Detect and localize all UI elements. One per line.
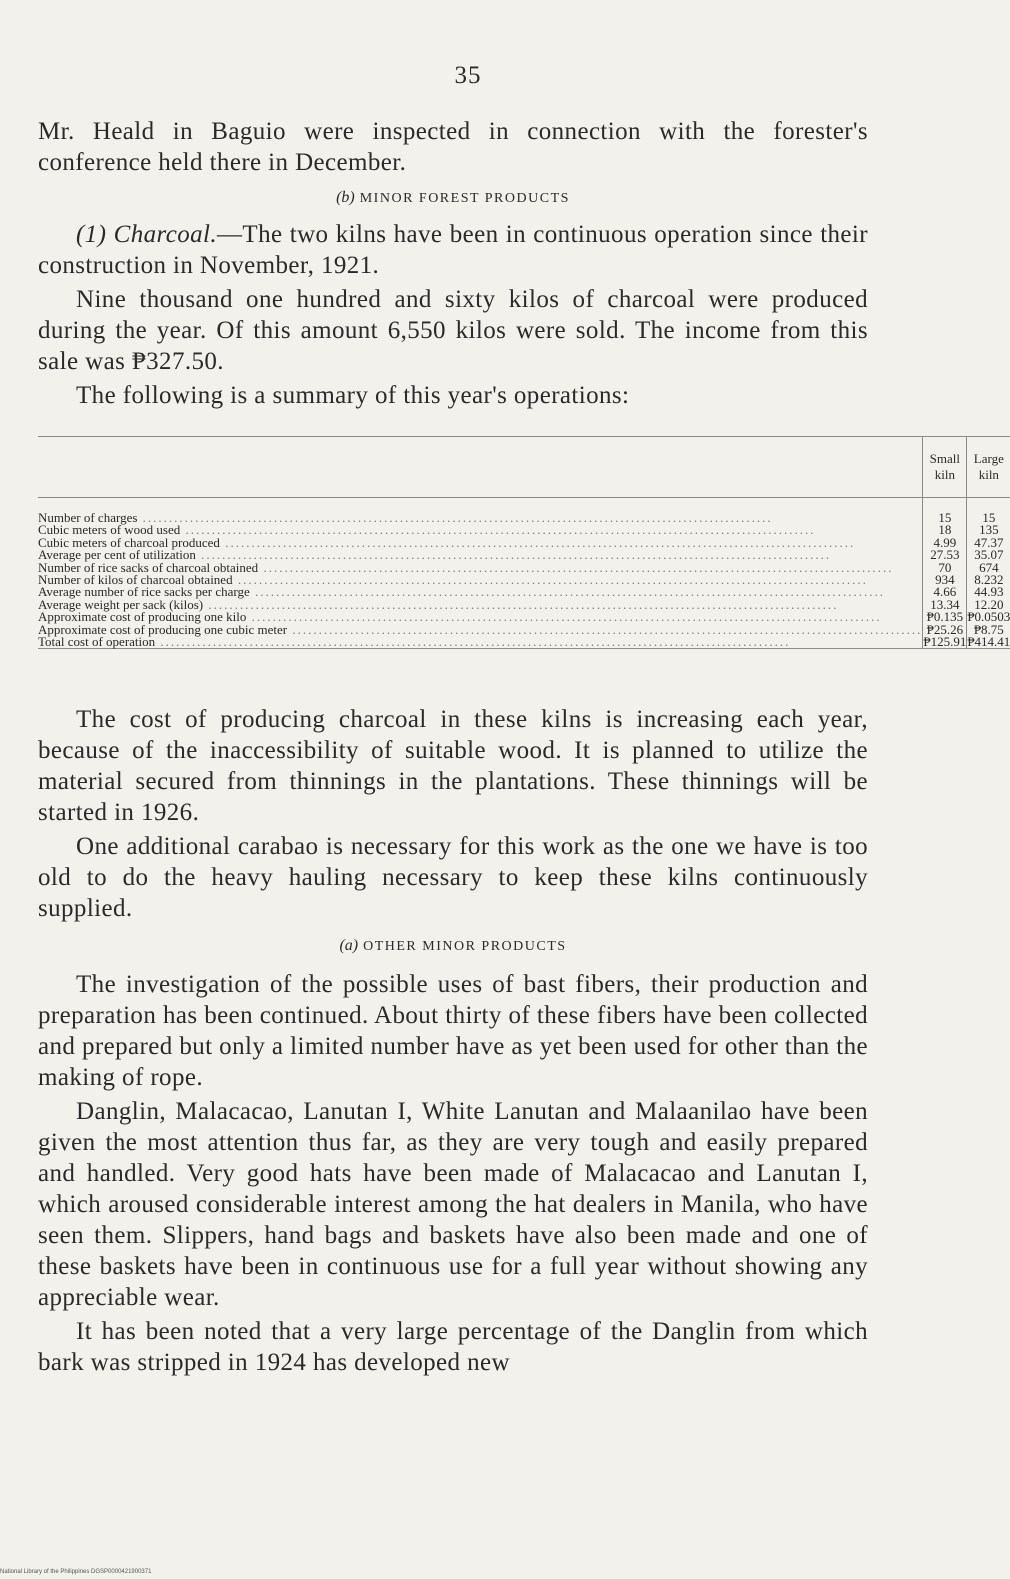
page-body-lower bbox=[38, 704, 868, 1378]
small-kiln-value: ₱25.26 bbox=[923, 624, 967, 636]
row-label bbox=[38, 636, 923, 649]
row-label-text: Number of rice sacks of charcoal obtained bbox=[38, 559, 259, 575]
summary-table-wrapper bbox=[38, 436, 1010, 649]
small-kiln-value: 4.99 bbox=[923, 537, 967, 549]
small-kiln-value: 4.66 bbox=[923, 586, 967, 598]
row-label-text: Average weight per sack (kilos) bbox=[38, 596, 204, 612]
large-kiln-value: ₱414.41 bbox=[967, 634, 1010, 650]
item-text: —The two kilns have been in continuous operation since their construction in November, 1921. bbox=[38, 221, 869, 279]
row-label-text: Number of charges bbox=[38, 510, 138, 525]
leader-dots: ........................................................................................................................ bbox=[137, 510, 773, 525]
small-kiln-value: 13.34 bbox=[923, 599, 967, 611]
large-kiln-value: 135 bbox=[967, 524, 1010, 536]
paragraph-noted: It has been noted that a very large percentage of the Danglin from which bark was stripped in 1924 has developed new bbox=[38, 1318, 868, 1376]
large-kiln-value: ₱0.0503 bbox=[967, 609, 1010, 625]
small-kiln-value: 18 bbox=[923, 524, 967, 536]
heading-text: MINOR FOREST PRODUCTS bbox=[359, 191, 570, 206]
large-kiln-value: 35.07 bbox=[967, 549, 1010, 561]
leader-dots: ........................................................................................................................ bbox=[287, 621, 923, 637]
row-label-text: Approximate cost of producing one kilo bbox=[38, 609, 247, 625]
scan-footer: National Library of the Philippines DGSP0000421900371 bbox=[0, 1569, 152, 1575]
small-kiln-value: 934 bbox=[923, 574, 967, 586]
heading-marker: (a) bbox=[339, 937, 359, 954]
leader-dots: ........................................................................................................................ bbox=[195, 547, 832, 563]
small-kiln-value: 70 bbox=[923, 562, 967, 574]
table-header-blank bbox=[38, 437, 923, 498]
row-label-text: Total cost of operation bbox=[38, 634, 156, 650]
heading-text: OTHER MINOR PRODUCTS bbox=[363, 939, 567, 954]
table-row bbox=[38, 636, 1010, 649]
paragraph-summary-intro: The following is a summary of this year's operations: bbox=[76, 382, 630, 409]
paragraph-production: Nine thousand one hundred and sixty kilos of charcoal were produced during the year. Of this amount 6,550 kilos were sold. The income from this sale was ₱327.50. bbox=[38, 286, 868, 375]
leader-dots: ........................................................................................................................ bbox=[219, 534, 856, 550]
row-label-text: Average per cent of utilization bbox=[38, 547, 196, 563]
small-kiln-value: ₱125.91 bbox=[923, 634, 967, 650]
row-label-text: Number of kilos of charcoal obtained bbox=[38, 572, 233, 588]
large-kiln-value: 8.232 bbox=[967, 574, 1010, 586]
row-label-text: Cubic meters of charcoal produced bbox=[38, 534, 220, 550]
paragraph-charcoal bbox=[38, 219, 868, 281]
paragraph-continuation: Mr. Heald in Baguio were inspected in connection with the forester's conference held there in December. bbox=[38, 118, 868, 176]
small-kiln-value: 15 bbox=[923, 512, 967, 524]
large-kiln-value: 44.93 bbox=[967, 586, 1010, 598]
row-label-text: Cubic meters of wood used bbox=[38, 522, 181, 538]
item-marker: (1) bbox=[76, 221, 107, 248]
leader-dots: ........................................................................................................................ bbox=[155, 634, 791, 650]
table-header-large-kiln: Large kiln bbox=[967, 437, 1010, 498]
large-kiln-value: 12.20 bbox=[967, 599, 1010, 611]
small-kiln-value: 27.53 bbox=[923, 549, 967, 561]
heading-marker: (b) bbox=[336, 189, 355, 206]
row-label-text: Average number of rice sacks per charge bbox=[38, 584, 250, 600]
paragraph-carabao: One additional carabao is necessary for this work as the one we have is too old to do the heavy hauling necessary to keep these kilns continuously supplied. bbox=[38, 833, 868, 922]
page-body bbox=[38, 116, 868, 411]
large-kiln-value: 15 bbox=[967, 512, 1010, 524]
large-kiln-value: 674 bbox=[967, 562, 1010, 574]
leader-dots: ........................................................................................................................ bbox=[249, 584, 885, 600]
section-heading-minor-forest-products bbox=[38, 188, 868, 209]
section-heading-other-minor-products bbox=[38, 936, 868, 957]
paragraph-cost: The cost of producing charcoal in these kilns is increasing each year, because of the inaccessibility of suitable wood. It is planned to utilize the material secured from thinnings in the plantations. These thinnings will be started in 1926. bbox=[38, 706, 868, 826]
leader-dots: ........................................................................................................................ bbox=[246, 609, 882, 625]
leader-dots: ........................................................................................................................ bbox=[180, 522, 816, 538]
summary-table bbox=[38, 436, 1010, 649]
leader-dots: ........................................................................................................................ bbox=[232, 572, 868, 588]
leader-dots: ........................................................................................................................ bbox=[203, 596, 839, 612]
paragraph-danglin: Danglin, Malacacao, Lanutan I, White Lanutan and Malaanilao have been given the most attention thus far, as they are very tough and easily prepared and handled. Very good hats have been made of Malacacao and Lanutan I, which aroused considerable interest among the hat dealers in Manila, who have seen them. Slippers, hand bags and baskets have also been made and one of these baskets have been in continuous use for a full year without showing any appreciable wear. bbox=[38, 1098, 868, 1311]
small-kiln-value: ₱0.135 bbox=[923, 611, 967, 623]
table-header-small-kiln: Small kiln bbox=[923, 437, 967, 498]
row-label-text: Approximate cost of producing one cubic meter bbox=[38, 621, 288, 637]
leader-dots: ........................................................................................................................ bbox=[258, 559, 894, 575]
item-title: Charcoal. bbox=[113, 221, 218, 248]
large-kiln-value: 47.37 bbox=[967, 537, 1010, 549]
page-number: 35 bbox=[454, 62, 482, 89]
paragraph-bast-fibers: The investigation of the possible uses of bast fibers, their production and preparation has been continued. About thirty of these fibers have been collected and prepared but only a limited number have as yet been used for other than the making of rope. bbox=[38, 971, 868, 1091]
large-kiln-value: ₱8.75 bbox=[967, 624, 1010, 636]
table-body bbox=[38, 498, 1010, 649]
